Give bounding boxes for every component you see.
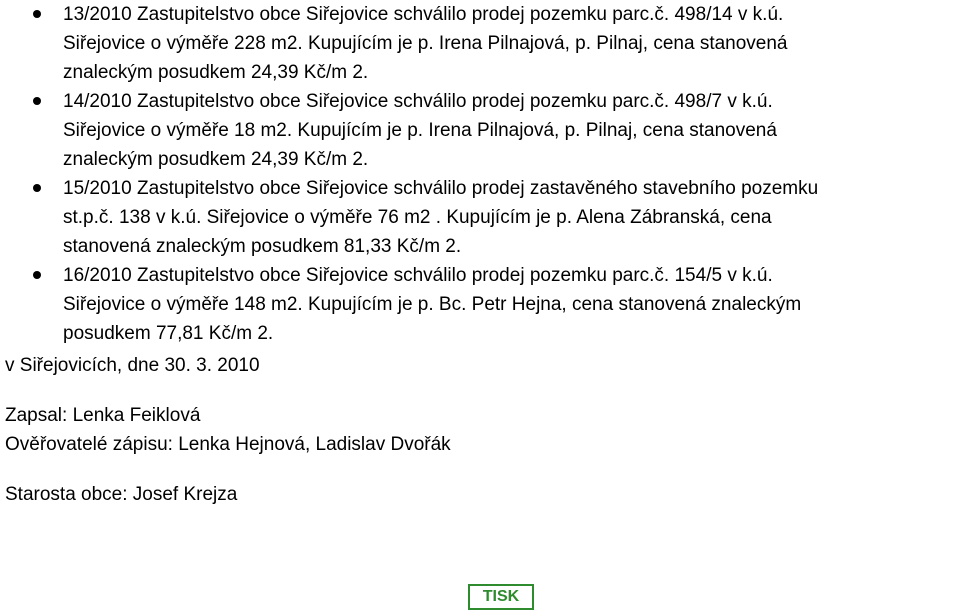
- bullet-icon: [33, 10, 41, 18]
- bullet-icon: [33, 97, 41, 105]
- resolution-line: 16/2010 Zastupitelstvo obce Siřejovice schválilo prodej pozemku parc.č. 154/5 v k.ú.: [63, 265, 773, 286]
- resolution-line: posudkem 77,81 Kč/m 2.: [63, 323, 274, 344]
- resolution-line: st.p.č. 138 v k.ú. Siřejovice o výměře 76 m2 . Kupujícím je p. Alena Zábranská, cena: [63, 207, 772, 228]
- resolution-line: Siřejovice o výměře 18 m2. Kupujícím je p. Irena Pilnajová, p. Pilnaj, cena stanovená: [63, 120, 777, 141]
- recorded-by: Zapsal: Lenka Feiklová: [5, 405, 201, 426]
- list-item: [0, 261, 958, 348]
- bullet-icon: [33, 184, 41, 192]
- resolution-line: 14/2010 Zastupitelstvo obce Siřejovice schválilo prodej pozemku parc.č. 498/7 v k.ú.: [63, 91, 773, 112]
- list-item: [0, 0, 958, 87]
- date-line: v Siřejovicích, dne 30. 3. 2010: [5, 355, 260, 376]
- bullet-icon: [33, 271, 41, 279]
- minutes-verifiers: Ověřovatelé zápisu: Lenka Hejnová, Ladislav Dvořák: [5, 434, 451, 455]
- resolution-line: 13/2010 Zastupitelstvo obce Siřejovice schválilo prodej pozemku parc.č. 498/14 v k.ú.: [63, 4, 784, 25]
- resolution-line: Siřejovice o výměře 148 m2. Kupujícím je p. Bc. Petr Hejna, cena stanovená znaleckým: [63, 294, 802, 315]
- mayor-signature-line: Starosta obce: Josef Krejza: [5, 484, 238, 505]
- resolution-line: Siřejovice o výměře 228 m2. Kupujícím je p. Irena Pilnajová, p. Pilnaj, cena stanovená: [63, 33, 788, 54]
- list-item: [0, 174, 958, 261]
- resolution-line: stanovená znaleckým posudkem 81,33 Kč/m 2.: [63, 236, 462, 257]
- list-item: [0, 87, 958, 174]
- resolution-line: znaleckým posudkem 24,39 Kč/m 2.: [63, 149, 369, 170]
- resolution-line: 15/2010 Zastupitelstvo obce Siřejovice schválilo prodej zastavěného stavebního pozemku: [63, 178, 819, 199]
- print-button[interactable]: TISK: [468, 584, 534, 610]
- resolution-line: znaleckým posudkem 24,39 Kč/m 2.: [63, 62, 369, 83]
